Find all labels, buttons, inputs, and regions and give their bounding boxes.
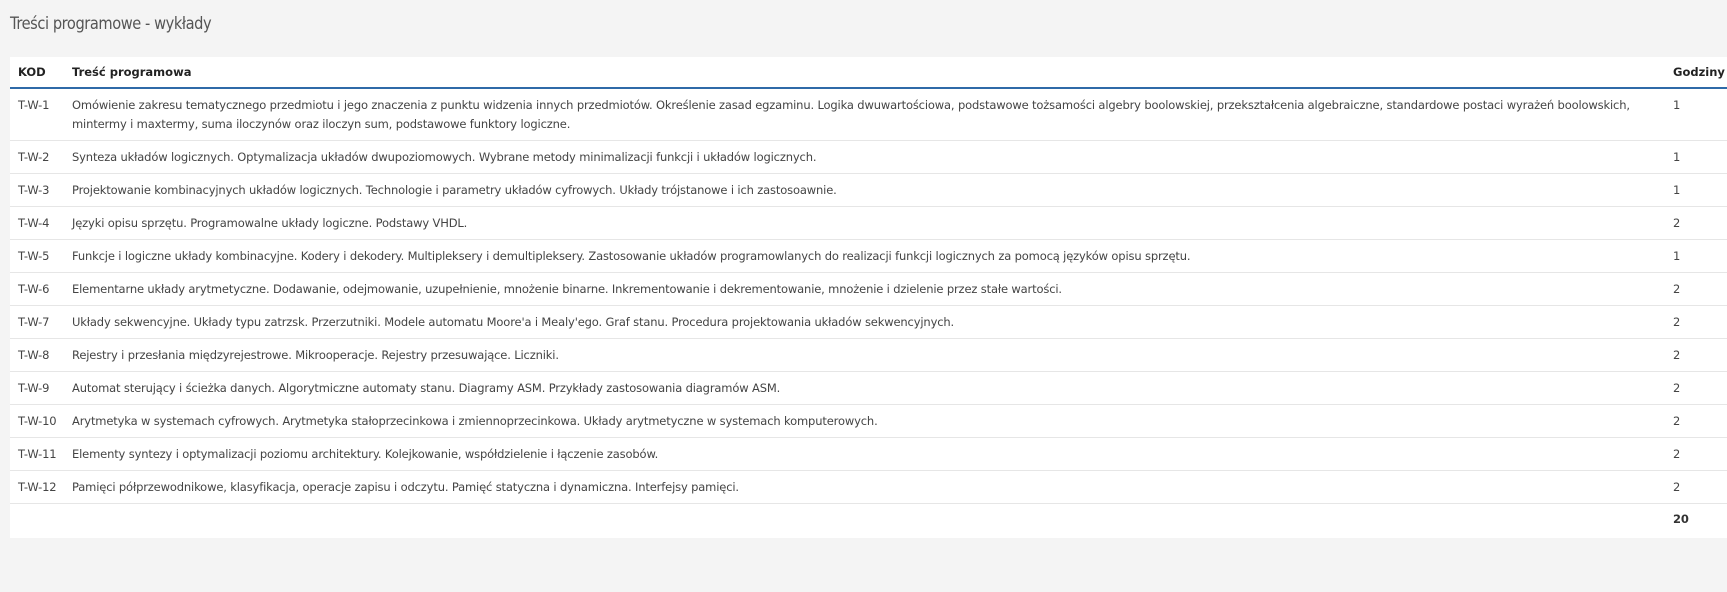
table-header-row [10, 57, 1727, 88]
row-kod: T-W-7 [10, 306, 64, 339]
row-tresc: Elementy syntezy i optymalizacji poziomu architektury. Kolejkowanie, współdzielenie i łączenie zasobów. [64, 438, 1665, 471]
row-godziny: 2 [1665, 438, 1727, 471]
row-tresc: Automat sterujący i ścieżka danych. Algorytmiczne automaty stanu. Diagramy ASM. Przykłady zastosowania diagramów ASM. [64, 372, 1665, 405]
row-kod: T-W-12 [10, 471, 64, 504]
row-kod: T-W-4 [10, 207, 64, 240]
row-godziny: 1 [1665, 141, 1727, 174]
total-empty-cell [64, 504, 1665, 539]
row-kod: T-W-10 [10, 405, 64, 438]
table-row [10, 471, 1727, 504]
row-tresc: Elementarne układy arytmetyczne. Dodawanie, odejmowanie, uzupełnienie, mnożenie binarne. Inkrementowanie i dekrementowanie, mnożenie i dzielenie przez stałe wartości. [64, 273, 1665, 306]
row-tresc: Pamięci półprzewodnikowe, klasyfikacja, operacje zapisu i odczytu. Pamięć statyczna i dynamiczna. Interfejsy pamięci. [64, 471, 1665, 504]
table-row [10, 372, 1727, 405]
table-row [10, 273, 1727, 306]
table-row [10, 306, 1727, 339]
row-godziny: 1 [1665, 240, 1727, 273]
row-godziny: 2 [1665, 471, 1727, 504]
row-godziny: 2 [1665, 273, 1727, 306]
row-kod: T-W-5 [10, 240, 64, 273]
table-row [10, 438, 1727, 471]
row-tresc: Układy sekwencyjne. Układy typu zatrzsk. Przerzutniki. Modele automatu Moore'a i Mealy'ego. Graf stanu. Procedura projektowania układów sekwencyjnych. [64, 306, 1665, 339]
section-title: Treści programowe - wykłady [10, 14, 212, 34]
row-tresc: Projektowanie kombinacyjnych układów logicznych. Technologie i parametry układów cyfrowych. Układy trójstanowe i ich zastosoawnie. [64, 174, 1665, 207]
table-row [10, 207, 1727, 240]
row-tresc: Omówienie zakresu tematycznego przedmiotu i jego znaczenia z punktu widzenia innych przedmiotów. Określenie zasad egzaminu. Logika dwuwartościowa, podstawowe tożsamości algebry boolowskiej, przekształcenia algebraiczne, standardowe postaci wyrażeń boolowskich, mintermy i maxtermy, suma iloczynów oraz iloczyn sum, podstawowe funktory logiczne. [72, 98, 1630, 131]
table-body [10, 88, 1727, 538]
row-kod: T-W-11 [10, 438, 64, 471]
row-godziny: 2 [1665, 306, 1727, 339]
program-content-table [10, 57, 1727, 538]
row-kod: T-W-8 [10, 339, 64, 372]
program-content-table-card [10, 57, 1727, 538]
row-kod: T-W-3 [10, 174, 64, 207]
column-header-tresc: Treść programowa [64, 57, 1665, 88]
column-header-kod: KOD [10, 57, 64, 88]
row-godziny: 2 [1665, 405, 1727, 438]
table-row [10, 405, 1727, 438]
row-kod: T-W-6 [10, 273, 64, 306]
total-hours: 20 [1665, 504, 1727, 539]
table-row [10, 240, 1727, 273]
row-tresc: Rejestry i przesłania międzyrejestrowe. Mikrooperacje. Rejestry przesuwające. Liczniki. [64, 339, 1665, 372]
row-tresc: Synteza układów logicznych. Optymalizacja układów dwupoziomowych. Wybrane metody minimalizacji funkcji i układów logicznych. [64, 141, 1665, 174]
row-kod: T-W-1 [18, 98, 50, 112]
row-godziny: 1 [1665, 174, 1727, 207]
table-row [10, 88, 1727, 141]
row-tresc: Arytmetyka w systemach cyfrowych. Arytmetyka stałoprzecinkowa i zmiennoprzecinkowa. Układy arytmetyczne w systemach komputerowych. [64, 405, 1665, 438]
row-godziny: 1 [1673, 98, 1681, 112]
column-header-godziny: Godziny [1665, 57, 1727, 88]
row-tresc: Języki opisu sprzętu. Programowalne układy logiczne. Podstawy VHDL. [64, 207, 1665, 240]
row-tresc: Funkcje i logiczne układy kombinacyjne. Kodery i dekodery. Multipleksery i demultipleksery. Zastosowanie układów programowlanych do realizacji funkcji logicznych za pomocą języków opisu sprzętu. [64, 240, 1665, 273]
row-kod: T-W-2 [10, 141, 64, 174]
row-godziny: 2 [1665, 372, 1727, 405]
table-row [10, 339, 1727, 372]
row-godziny: 2 [1665, 339, 1727, 372]
table-row [10, 141, 1727, 174]
row-godziny: 2 [1665, 207, 1727, 240]
row-kod: T-W-9 [10, 372, 64, 405]
total-empty-cell [10, 504, 64, 539]
table-total-row [10, 504, 1727, 539]
table-row [10, 174, 1727, 207]
